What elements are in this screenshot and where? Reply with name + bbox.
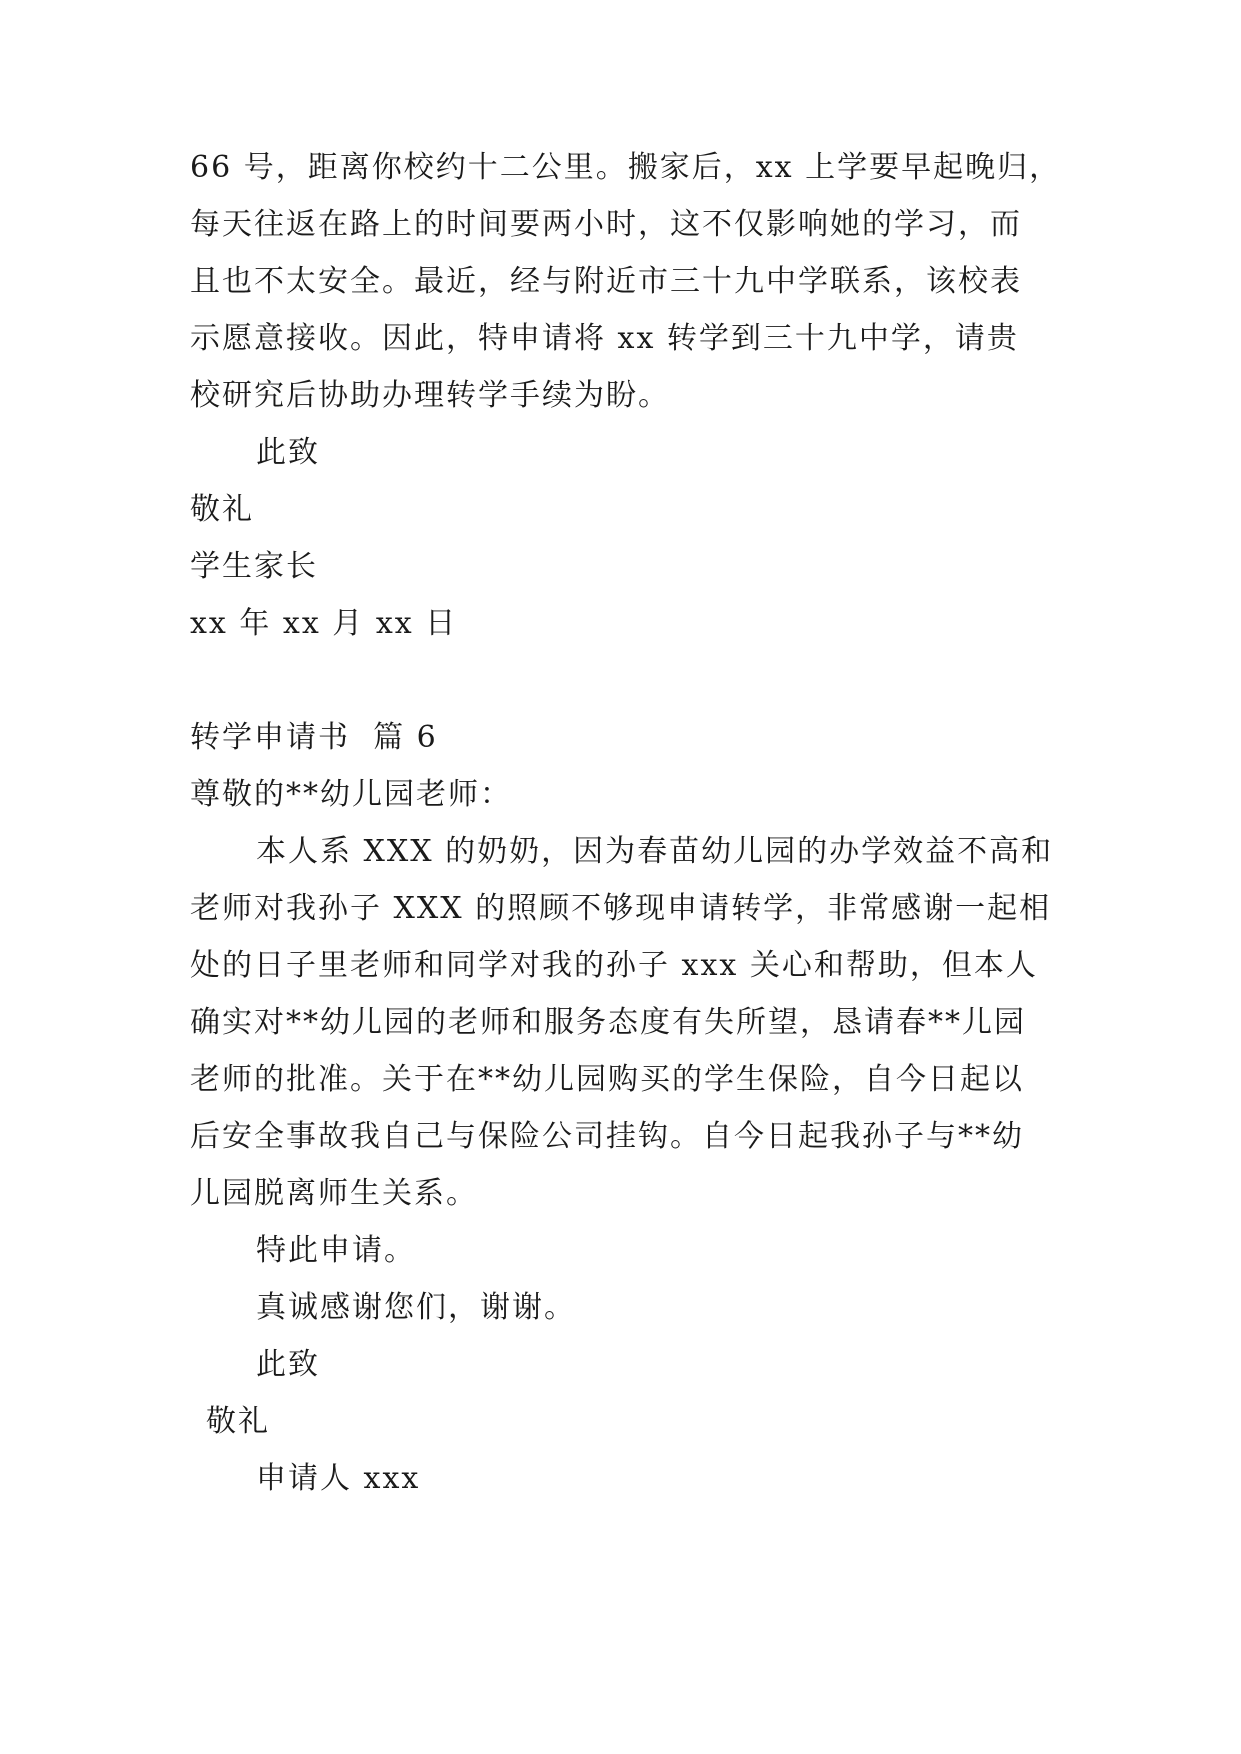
body-line: 老师的批准。关于在**幼儿园购买的学生保险，自今日起以 [190,1062,1024,1097]
body-line: 示愿意接收。因此，特申请将 xx 转学到三十九中学，请贵 [190,321,1019,356]
applicant-text: 申请人 xxx [256,1461,421,1496]
salute-text: 敬礼 [206,1404,270,1439]
closing-text: 此致 [256,435,320,470]
body-line: 确实对**幼儿园的老师和服务态度有失所望，恳请春**儿园 [190,1005,1026,1040]
body-line: 66 号，距离你校约十二公里。搬家后，xx 上学要早起晚归， [190,150,1062,185]
body-line: 且也不太安全。最近，经与附近市三十九中学联系，该校表 [190,264,1022,299]
body-line: 本人系 XXX 的奶奶，因为春苗幼儿园的办学效益不高和 [256,834,1054,869]
salute-text: 敬礼 [190,492,254,527]
body-line: 后安全事故我自己与保险公司挂钩。自今日起我孙子与**幼 [190,1119,1024,1154]
signer-text: 学生家长 [190,549,318,584]
body-line: 校研究后协助办理转学手续为盼。 [190,378,670,413]
section-heading: 转学申请书 篇 6 [190,720,438,755]
greeting-text: 尊敬的**幼儿园老师： [190,777,512,812]
thanks-text: 真诚感谢您们，谢谢。 [256,1290,576,1325]
request-text: 特此申请。 [256,1233,416,1268]
closing-text: 此致 [256,1347,320,1382]
body-line: 处的日子里老师和同学对我的孙子 xxx 关心和帮助，但本人 [190,948,1038,983]
body-line: 老师对我孙子 XXX 的照顾不够现申请转学，非常感谢一起相 [190,891,1052,926]
body-line: 每天往返在路上的时间要两小时，这不仅影响她的学习，而 [190,207,1022,242]
date-text: xx 年 xx 月 xx 日 [190,606,458,641]
body-line: 儿园脱离师生关系。 [190,1176,478,1211]
